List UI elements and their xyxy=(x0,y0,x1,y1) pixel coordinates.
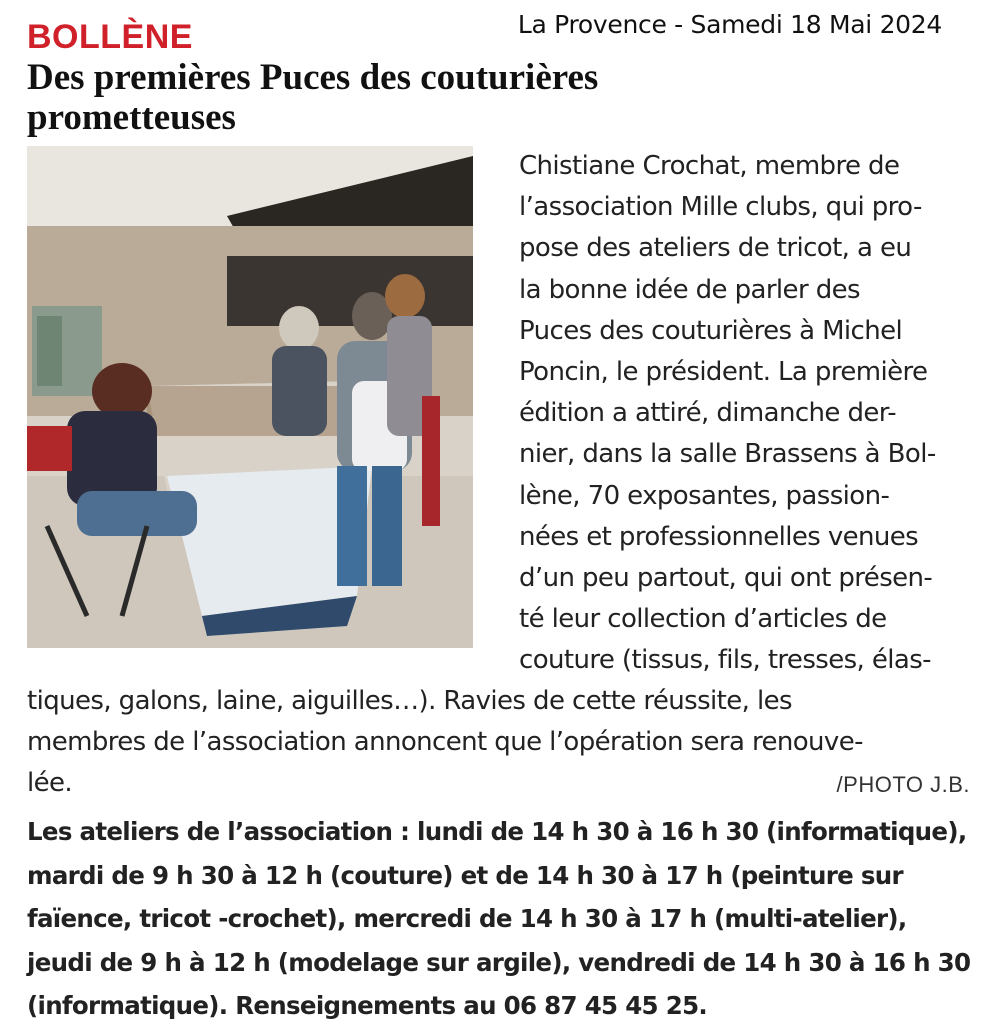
body-line: l’association Mille clubs, qui pro- xyxy=(519,192,922,223)
body-line: nées et professionnelles venues xyxy=(519,521,919,552)
info-line: (informatique). Renseignements au 06 87 45 45 25. xyxy=(27,991,708,1020)
body-line: Chistiane Crochat, membre de xyxy=(519,151,900,181)
body-line: tiques, galons, laine, aiguilles…). Ravies de cette réussite, les xyxy=(27,686,792,716)
photo-credit: /PHOTO J.B. xyxy=(836,772,970,797)
body-line: lène, 70 exposantes, passion- xyxy=(519,480,890,511)
photo-illustration xyxy=(27,146,473,648)
article-headline xyxy=(27,58,927,138)
body-line: couture (tissus, fils, tresses, élas- xyxy=(519,645,931,676)
body-line: d’un peu partout, qui ont présen- xyxy=(519,563,933,594)
info-line: mardi de 9 h 30 à 12 h (couture) et de 14 h 30 à 17 h (peinture sur xyxy=(27,860,903,890)
body-line: nier, dans la salle Brassens à Bol- xyxy=(519,439,936,470)
article-body-full-width xyxy=(27,681,967,805)
body-line: pose des ateliers de tricot, a eu xyxy=(519,233,912,264)
newspaper-source-date: La Provence - Samedi 18 Mai 2024 xyxy=(517,10,942,39)
headline-line: Des premières Puces des couturières xyxy=(27,57,599,98)
body-line: la bonne idée de parler des xyxy=(519,274,860,305)
info-line: faïence, tricot -crochet), mercredi de 14 h 30 à 17 h (multi-atelier), xyxy=(27,904,907,933)
article-photo xyxy=(27,146,473,648)
body-line: Puces des couturières à Michel xyxy=(519,315,903,346)
association-schedule-info xyxy=(27,810,972,1028)
article-body-column xyxy=(519,146,969,682)
headline-line: prometteuses xyxy=(27,97,236,138)
body-line: té leur collection d’articles de xyxy=(519,604,887,635)
body-line: membres de l’association annoncent que l’opération sera renouve- xyxy=(27,727,863,758)
location-kicker: BOLLÈNE xyxy=(27,18,193,56)
body-line: Poncin, le président. La première xyxy=(519,357,928,388)
body-line: lée. xyxy=(27,768,73,799)
info-line: jeudi de 9 h à 12 h (modelage sur argile), vendredi de 14 h 30 à 16 h 30 xyxy=(27,947,971,977)
body-line: édition a attiré, dimanche der- xyxy=(519,398,896,429)
info-line: Les ateliers de l’association : lundi de 14 h 30 à 16 h 30 (informatique), xyxy=(27,817,967,846)
